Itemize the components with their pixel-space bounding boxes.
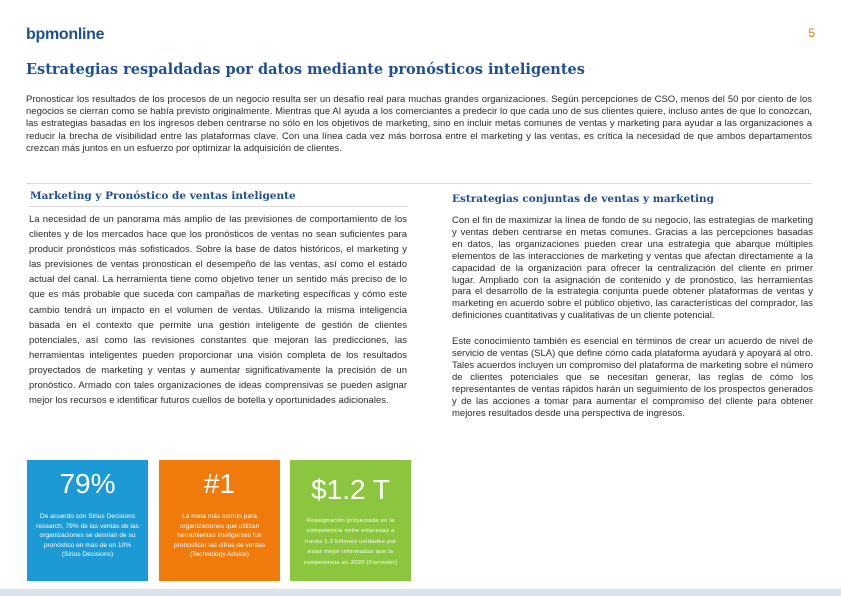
right-column-paragraph-2: Este conocimiento también es esencial en términos de crear un acuerdo de nivel de servicio de ventas (SLA) que define cómo cada plataforma ayudará y apoyará al otro. Tales acuerdos incluyen un compromiso del plataforma de marketing sobre el número de clientes potenciales que se necesitan generar, las reglas de cómo los representantes de ventas rápidos harán un seguimiento de los prospectos generados y de las acciones a tomar para aumentar el compromiso del cliente para obtener mejores resultados desde una perspectiva de ingresos. [452, 336, 813, 419]
section-divider [26, 183, 812, 184]
stat-caption: La meta más común para organizaciones que utilizan herramientas inteligentes fue pronosticar las cifras de ventas (Technology Advice) [174, 513, 265, 559]
stat-caption: Reasignación proyectada en la competencia entre empresas a través 1.2 billones unidades por estar mejor informadas que la competencia en 2020 (Forrester) [303, 518, 398, 566]
page-title: Estrategias respaldadas por datos mediante pronósticos inteligentes [26, 61, 585, 78]
right-column-paragraph-1: Con el fin de maximizar la línea de fondo de su negocio, las estrategias de marketing y ventas deben centrarse en metas comunes. Gracias a las percepciones basadas en datos, las organizaciones pueden crear una estrategia que abarque múltiples elementos de las interacciones de marketing y ventas que afectan directamente a la capacidad de la organización para ofrecer la centralización del cliente en primer lugar. Ampliado con la asignación de contenido y de pronóstico, las herramientas para el desarrollo de la estrategia conjunta puede obtener plataformas de ventas y marketing en acuerdo sobre el público objetivo, las características del comprador, las definiciones cuantitativas y cualitativas de un cliente potencial. [452, 215, 813, 322]
stat-box-trillion [290, 460, 411, 581]
stat-caption: De acuerdo con Sirius Decisions research, 79% de las ventas de las organizaciones se desvían de su pronóstico en más de un 10% (Sirius Decisions) [36, 513, 139, 559]
page-number: 5 [808, 26, 815, 40]
stat-box-79-percent [27, 460, 148, 581]
bpmonline-logo: bpmonline [26, 26, 105, 43]
left-column-heading: Marketing y Pronóstico de ventas inteligente [30, 190, 296, 202]
right-column [452, 215, 813, 420]
bottom-bar [0, 589, 841, 596]
stat-value: #1 [203, 468, 236, 499]
right-column-heading: Estrategias conjuntas de ventas y marketing [452, 193, 714, 205]
left-heading-divider [29, 206, 407, 207]
stat-value: $1.2 T [311, 474, 390, 505]
intro-paragraph: Pronosticar los resultados de los procesos de un negocio resulta ser un desafío real para muchas grandes organizaciones. Según percepciones de CSO, menos del 50 por ciento de los negocios se cierran como se había previsto originalmente. Mientras que AI ayuda a los comerciantes a predecir lo que cada uno de sus clientes quiere, incluso antes de que lo conozcan, las estrategias basadas en los ingresos deben centrarse no sólo en los objetivos de marketing, sino en incluir metas comunes de ventas y marketing para ayudar a las organizaciones a reducir la brecha de visibilidad entre las plataformas clave. Con una línea cada vez más borrosa entre el marketing y las ventas, es crítica la necesidad de que ambos departamentos crezcan más juntos en un esfuerzo por optimizar la adquisición de clientes. [26, 94, 812, 154]
stat-box-number-one [159, 460, 280, 581]
stat-value: 79% [59, 468, 116, 499]
left-column-body: La necesidad de un panorama más amplio de las previsiones de comportamiento de los clientes y de los mercados hace que los pronósticos de ventas no sean suficientes para producir pronósticos más sofisticados. Sobre la base de datos históricos, el marketing y las previsiones de ventas pronostican el desempeño de las ventas, así como el estado actual del canal. La herramienta tiene como objetivo tener un sentido más preciso de lo que es más probable que suceda con campañas de marketing específicas y cómo este cambio tendrá un impacto en el volumen de ventas. Utilizando la misma inteligencia basada en el contexto que permite una gestión inteligente de gestión de clientes potenciales, así como las revisiones constantes que mejoran las predicciones, las herramientas inteligentes pueden proporcionar una visión completa de los resultados proyectados de marketing y ventas y aumentar significativamente la precisión de un pronóstico. Armado con tales organizaciones de ideas comprensivas se pueden asignar mejor los recursos e identificar futuros cuellos de botella y oportunidades adicionales. [29, 214, 407, 407]
